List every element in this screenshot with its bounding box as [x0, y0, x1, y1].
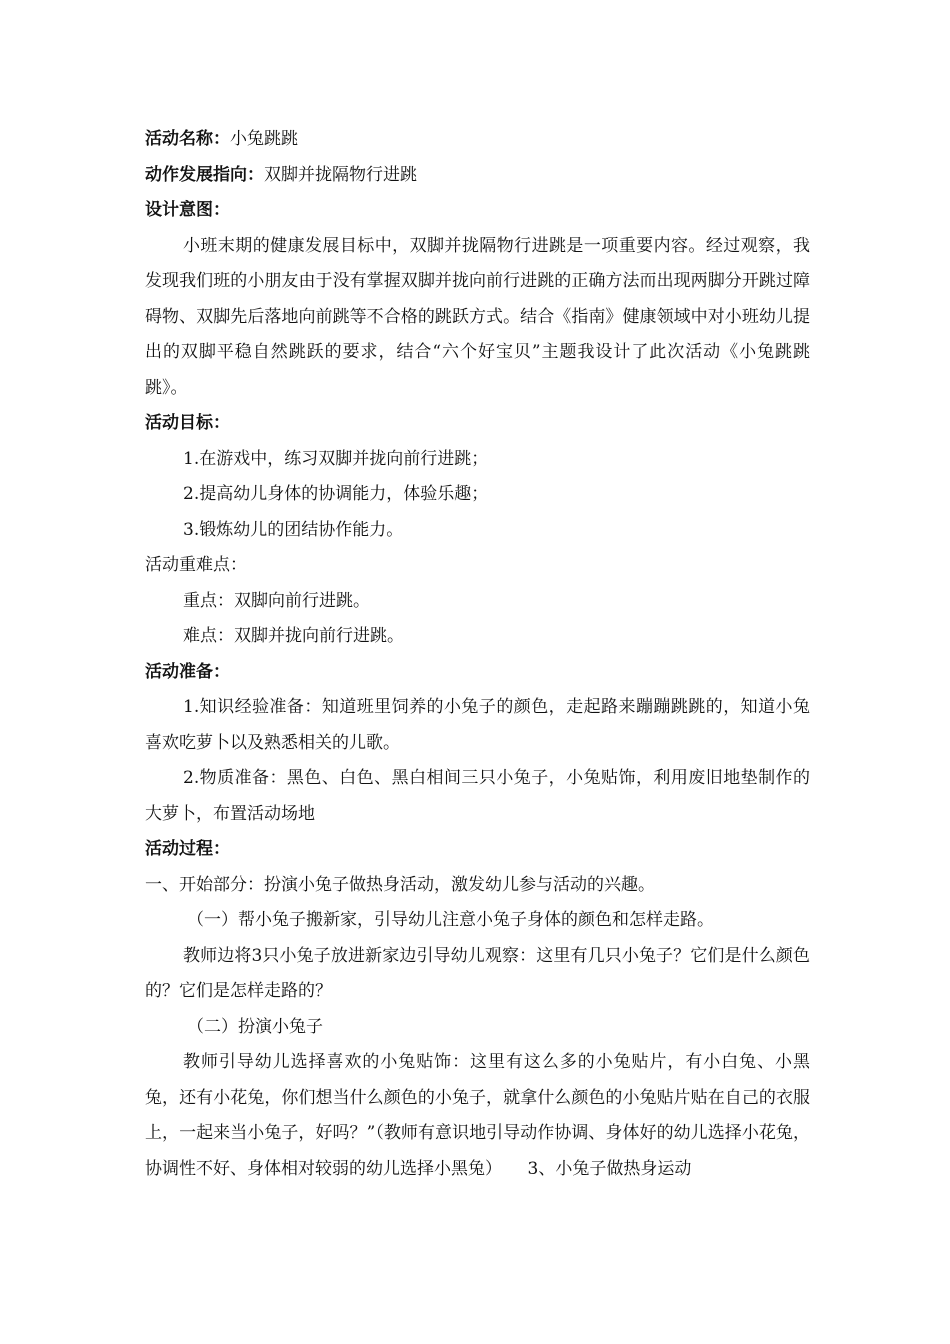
motor-guide-line: [145, 158, 810, 194]
process-heading: 活动过程：: [145, 839, 230, 859]
process-step-one-body: 教师边将3只小兔子放进新家边引导幼儿观察：这里有几只小兔子？它们是什么颜色的？它们是怎样走路的？: [145, 945, 810, 1001]
preparation-item: 1.知识经验准备：知道班里饲养的小兔子的颜色，走起路来蹦蹦跳跳的，知道小兔喜欢吃萝卜以及熟悉相关的儿歌。: [145, 697, 810, 753]
design-intent-heading: 设计意图：: [145, 200, 230, 220]
process-step-two-body: 教师引导幼儿选择喜欢的小兔贴饰：这里有这么多的小兔贴片，有小白兔、小黑兔，还有小花兔，你们想当什么颜色的小兔子，就拿什么颜色的小兔贴片贴在自己的衣服上，一起来当小兔子，好吗？”（教师有意识地引导动作协调、身体好的幼儿选择小花兔，协调性不好、身体相对较弱的幼儿选择小黑兔） 3、小兔子做热身运动: [145, 1052, 810, 1179]
document-body: [145, 122, 810, 1187]
process-part-one: 一、开始部分：扮演小兔子做热身活动，激发幼儿参与活动的兴趣。: [145, 874, 655, 895]
design-intent-paragraph: 小班末期的健康发展目标中，双脚并拢隔物行进跳是一项重要内容。经过观察，我发现我们班的小朋友由于没有掌握双脚并拢向前行进跳的正确方法而出现两脚分开跳过障碍物、双脚先后落地向前跳等不合格的跳跃方式。结合《指南》健康领域中对小班幼儿提出的双脚平稳自然跳跃的要求，结合“六个好宝贝”主题我设计了此次活动《小兔跳跳跳》。: [145, 235, 810, 398]
process-step-two: （二）扮演小兔子: [187, 1016, 323, 1037]
goals-heading: 活动目标：: [145, 413, 230, 433]
motor-guide-value: 双脚并拢隔物行进跳: [264, 164, 417, 185]
goal-item: 2.提高幼儿身体的协调能力，体验乐趣；: [183, 484, 489, 504]
key-points-heading: 活动重难点：: [145, 555, 247, 575]
key-point-difficulty: 难点：双脚并拢向前行进跳。: [183, 626, 404, 646]
goal-item: 1.在游戏中，练习双脚并拢向前行进跳；: [183, 448, 489, 469]
activity-name-value: 小兔跳跳: [230, 129, 298, 149]
activity-name-label: 活动名称：: [145, 129, 230, 149]
goal-item: 3.锻炼幼儿的团结协作能力。: [183, 519, 404, 540]
activity-name-line: [145, 122, 810, 158]
preparation-heading: 活动准备：: [145, 661, 230, 682]
preparation-item: 2.物质准备：黑色、白色、黑白相间三只小兔子，小兔贴饰，利用废旧地垫制作的大萝卜，布置活动场地: [145, 768, 810, 824]
motor-guide-label: 动作发展指向：: [145, 164, 264, 185]
process-step-one: （一）帮小兔子搬新家，引导幼儿注意小兔子身体的颜色和怎样走路。: [187, 910, 714, 930]
key-point-focus: 重点：双脚向前行进跳。: [183, 590, 370, 611]
